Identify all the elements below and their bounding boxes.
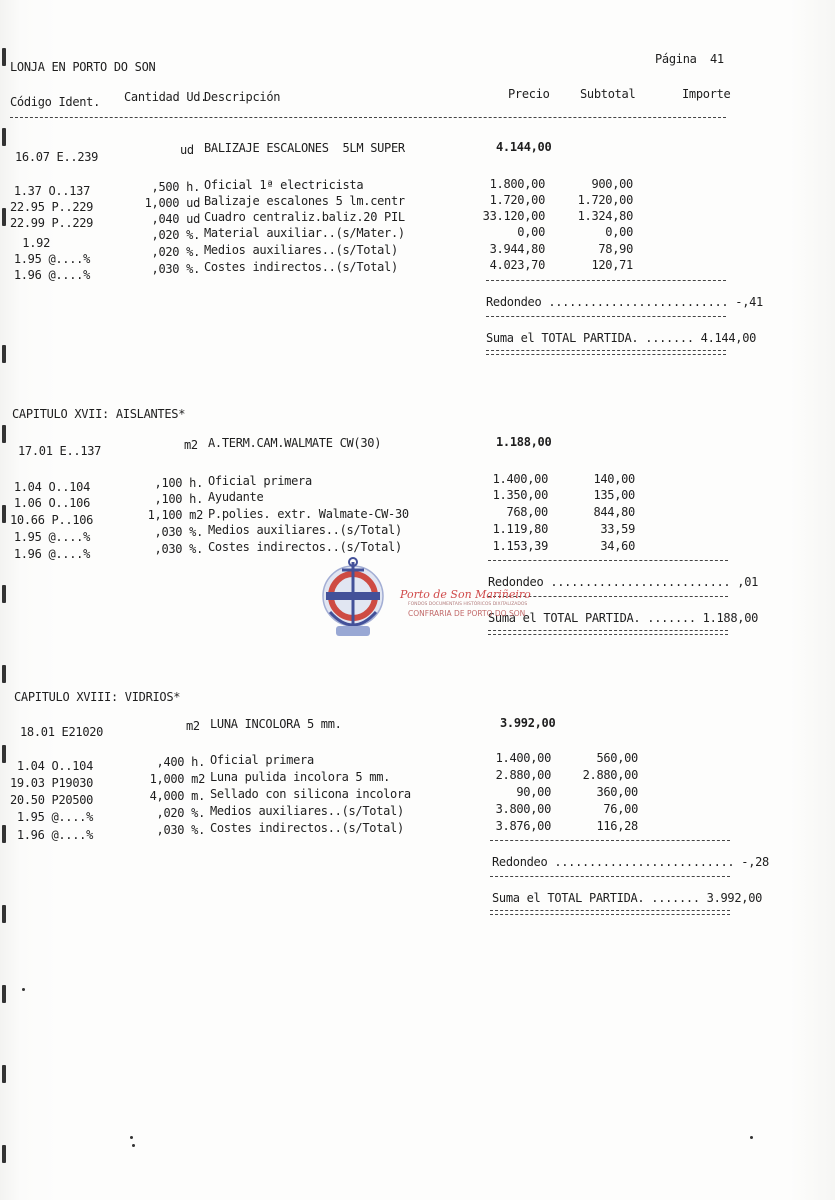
binder-hole: [2, 585, 6, 603]
anchor-seal-logo: [318, 556, 388, 642]
item-price: 3.992,00: [500, 716, 556, 730]
line-desc: Costes indirectos..(s/Total): [210, 821, 404, 835]
item-description: A.TERM.CAM.WALMATE CW(30): [208, 436, 382, 450]
binder-hole: [2, 905, 6, 923]
line-subtotal: 0,00: [605, 225, 633, 239]
binder-hole: [2, 128, 6, 146]
line-code: 20.50 P20500: [10, 793, 94, 807]
line-qty: ,030 %.: [151, 262, 200, 276]
line-subtotal: 135,00: [593, 488, 635, 502]
line-price: 4.023,70: [489, 258, 545, 272]
line-code: 10.66 P..106: [10, 513, 94, 527]
watermark-org: CONFRARIA DE PORTO DO SON: [408, 609, 526, 618]
page-label: Página: [655, 52, 697, 66]
line-subtotal: 76,00: [603, 802, 638, 816]
total-line: Suma el TOTAL PARTIDA. ....... 3.992,00: [492, 891, 763, 905]
line-price: 2.880,00: [495, 768, 551, 782]
stray-mark: [132, 1144, 135, 1147]
line-qty: 1,000 m2: [149, 772, 205, 786]
line-code: 19.03 P19030: [10, 776, 94, 790]
stray-mark: [22, 988, 25, 991]
line-subtotal: 560,00: [596, 751, 638, 765]
line-price: 1.400,00: [492, 472, 548, 486]
line-price: 1.720,00: [489, 193, 545, 207]
item-code: 18.01 E21020: [20, 725, 104, 739]
line-qty: ,020 %.: [151, 245, 200, 259]
line-desc: Sellado con silicona incolora: [210, 787, 411, 801]
line-desc: Oficial primera: [210, 753, 314, 767]
line-price: 768,00: [506, 505, 548, 519]
line-subtotal: 844,80: [593, 505, 635, 519]
binder-hole: [2, 665, 6, 683]
line-price: 3.944,80: [489, 242, 545, 256]
line-price: 1.400,00: [495, 751, 551, 765]
line-subtotal: 78,90: [598, 242, 633, 256]
line-qty: ,100 h.: [154, 492, 203, 506]
col-amount: Importe: [682, 87, 731, 101]
line-subtotal: 360,00: [596, 785, 638, 799]
rounding-line: Redondeo .......................... -,41: [486, 295, 763, 309]
subtotal-rule: [490, 876, 730, 877]
line-price: 33.120,00: [482, 209, 545, 223]
binder-hole: [2, 208, 6, 226]
line-subtotal: 34,60: [600, 539, 635, 553]
item-unit: m2: [186, 719, 200, 733]
line-desc: Cuadro centraliz.baliz.20 PIL: [204, 210, 405, 224]
item-code: 17.01 E..137: [18, 444, 102, 458]
binder-hole: [2, 825, 6, 843]
item-code: 16.07 E..239: [15, 150, 99, 164]
total-double-rule: [488, 630, 728, 635]
line-desc: Oficial primera: [208, 474, 312, 488]
stray-mark: [130, 1136, 133, 1139]
line-qty: 4,000 m.: [149, 789, 205, 803]
line-price: 90,00: [516, 785, 551, 799]
line-desc: Ayudante: [208, 490, 264, 504]
line-code: 1.96 @....%: [13, 268, 90, 282]
col-description: Descripción: [204, 90, 281, 104]
subtotal-rule: [486, 316, 726, 317]
line-price: 1.350,00: [492, 488, 548, 502]
line-qty: ,030 %.: [154, 542, 203, 556]
line-qty: ,100 h.: [154, 476, 203, 490]
line-desc: Balizaje escalones 5 lm.centr: [204, 194, 405, 208]
line-qty: ,020 %.: [151, 228, 200, 242]
line-qty: 1,000 ud: [144, 196, 200, 210]
col-code: Código Ident.: [10, 95, 101, 109]
item-unit: m2: [184, 438, 198, 452]
line-code: 1.95 @....%: [16, 810, 93, 824]
page-number: 41: [710, 52, 724, 66]
line-price: 1.153,39: [492, 539, 548, 553]
line-desc: Material auxiliar..(s/Mater.): [204, 226, 405, 240]
chapter-title: CAPITULO XVIII: VIDRIOS*: [14, 690, 181, 704]
line-code: 22.95 P..229: [10, 200, 94, 214]
line-code: 1.37 O..137: [13, 184, 90, 198]
line-code: 1.95 @....%: [13, 252, 90, 266]
rounding-line: Redondeo .......................... ,01: [488, 575, 759, 589]
col-quantity-unit: Cantidad Ud.: [124, 90, 208, 104]
chapter-title: CAPITULO XVII: AISLANTES*: [12, 407, 186, 421]
total-double-rule: [490, 910, 730, 915]
subtotal-rule: [486, 280, 726, 281]
line-price: 1.800,00: [489, 177, 545, 191]
line-price: 0,00: [517, 225, 545, 239]
item-price: 1.188,00: [496, 435, 552, 449]
binder-hole: [2, 48, 6, 66]
line-desc: Costes indirectos..(s/Total): [208, 540, 402, 554]
watermark-brand: Porto de Son Mariñeiro: [400, 588, 531, 601]
subtotal-rule: [488, 560, 728, 561]
line-subtotal: 2.880,00: [582, 768, 638, 782]
line-code: 1.04 O..104: [13, 480, 90, 494]
col-subtotal: Subtotal: [580, 87, 636, 101]
line-qty: ,020 %.: [156, 806, 205, 820]
header-rule: [10, 117, 726, 118]
binder-hole: [2, 425, 6, 443]
line-subtotal: 140,00: [593, 472, 635, 486]
subtotal-rule: [490, 840, 730, 841]
line-subtotal: 120,71: [591, 258, 633, 272]
line-subtotal: 116,28: [596, 819, 638, 833]
item-description: LUNA INCOLORA 5 mm.: [210, 717, 342, 731]
line-desc: Medios auxiliares..(s/Total): [204, 243, 398, 257]
item-price: 4.144,00: [496, 140, 552, 154]
line-desc: Luna pulida incolora 5 mm.: [210, 770, 391, 784]
binder-hole: [2, 985, 6, 1003]
line-subtotal: 900,00: [591, 177, 633, 191]
line-subtotal: 33,59: [600, 522, 635, 536]
binder-hole: [2, 505, 6, 523]
total-line: Suma el TOTAL PARTIDA. ....... 1.188,00: [488, 611, 759, 625]
line-price: 3.876,00: [495, 819, 551, 833]
line-qty: ,030 %.: [156, 823, 205, 837]
line-desc: Oficial 1ª electricista: [204, 178, 364, 192]
binder-hole: [2, 1065, 6, 1083]
company-name: LONJA EN PORTO DO SON: [10, 60, 156, 74]
line-code: 1.06 O..106: [13, 496, 90, 510]
line-price: 1.119,80: [492, 522, 548, 536]
line-subtotal: 1.720,00: [577, 193, 633, 207]
col-price: Precio: [508, 87, 550, 101]
binder-hole: [2, 345, 6, 363]
item-unit: ud: [180, 143, 194, 157]
line-desc: P.polies. extr. Walmate-CW-30: [208, 507, 409, 521]
total-line: Suma el TOTAL PARTIDA. ....... 4.144,00: [486, 331, 757, 345]
line-qty: ,400 h.: [156, 755, 205, 769]
line-qty: ,500 h.: [151, 180, 200, 194]
rounding-line: Redondeo .......................... -,28: [492, 855, 769, 869]
item-description: BALIZAJE ESCALONES 5LM SUPER: [204, 141, 405, 155]
line-desc: Medios auxiliares..(s/Total): [210, 804, 404, 818]
stray-mark: [750, 1136, 753, 1139]
binder-hole: [2, 745, 6, 763]
line-qty: ,040 ud: [151, 212, 200, 226]
watermark-subtitle: FONDOS DOCUMENTAIS HISTÓRICOS DIXITALIZADOS: [408, 602, 528, 607]
total-double-rule: [486, 350, 726, 355]
line-subtotal: 1.324,80: [577, 209, 633, 223]
line-code: 1.96 @....%: [13, 547, 90, 561]
line-code: 22.99 P..229: [10, 216, 94, 230]
binder-hole: [2, 1145, 6, 1163]
line-price: 3.800,00: [495, 802, 551, 816]
line-code: 1.96 @....%: [16, 828, 93, 842]
line-qty: 1,100 m2: [147, 508, 203, 522]
line-code: 1.95 @....%: [13, 530, 90, 544]
line-code: 1.92: [22, 236, 50, 250]
line-qty: ,030 %.: [154, 525, 203, 539]
line-code: 1.04 O..104: [16, 759, 93, 773]
line-desc: Costes indirectos..(s/Total): [204, 260, 398, 274]
line-desc: Medios auxiliares..(s/Total): [208, 523, 402, 537]
